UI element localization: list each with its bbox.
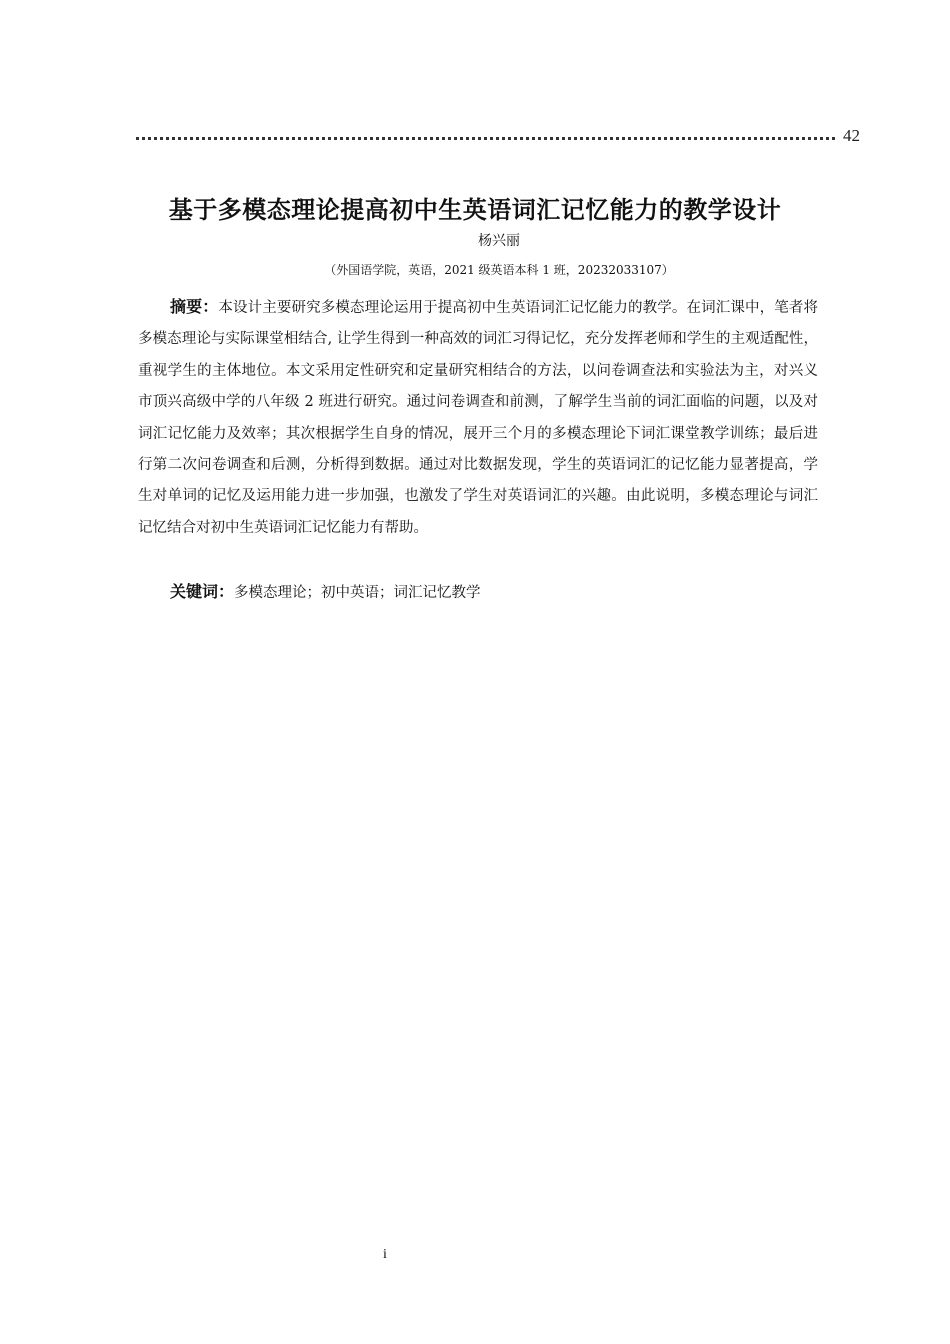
keywords [170, 578, 481, 607]
toc-entry-line [136, 122, 860, 146]
toc-page-number: 42 [843, 126, 860, 145]
abstract-text: 本设计主要研究多模态理论运用于提高初中生英语词汇记忆能力的教学。在词汇课中，笔者将多模态理论与实际课堂相结合, 让学生得到一种高效的词汇习得记忆，充分发挥老师和学生的主观适配性，重视学生的主体地位。本文采用定性研究和定量研究相结合的方法，以问卷调查法和实验法为主，对兴义市顶兴高级中学的八年级 2 班进行研究。通过问卷调查和前测，了解学生当前的词汇面临的问题，以及对词汇记忆能力及效率；其次根据学生自身的情况，展开三个月的多模态理论下词汇课堂教学训练；最后进行第二次问卷调查和后测，分析得到数据。通过对比数据发现，学生的英语词汇的记忆能力显著提高，学生对单词的记忆及运用能力进一步加强，也激发了学生对英语词汇的兴趣。由此说明，多模态理论与词汇记忆结合对初中生英语词汇记忆能力有帮助。 [138, 300, 818, 536]
author-name: 杨兴丽 [478, 233, 520, 249]
paper-title: 基于多模态理论提高初中生英语词汇记忆能力的教学设计 [168, 196, 782, 224]
keywords-label: 关键词： [170, 582, 235, 601]
abstract [138, 291, 818, 544]
toc-dot-leader [136, 137, 835, 140]
keywords-text: 多模态理论；初中英语；词汇记忆教学 [234, 585, 481, 601]
abstract-label: 摘要： [170, 297, 219, 316]
footer-page-number: i [383, 1247, 387, 1262]
author-affiliation: （外国语学院，英语，2021 级英语本科 1 班，20232033107） [324, 263, 674, 277]
